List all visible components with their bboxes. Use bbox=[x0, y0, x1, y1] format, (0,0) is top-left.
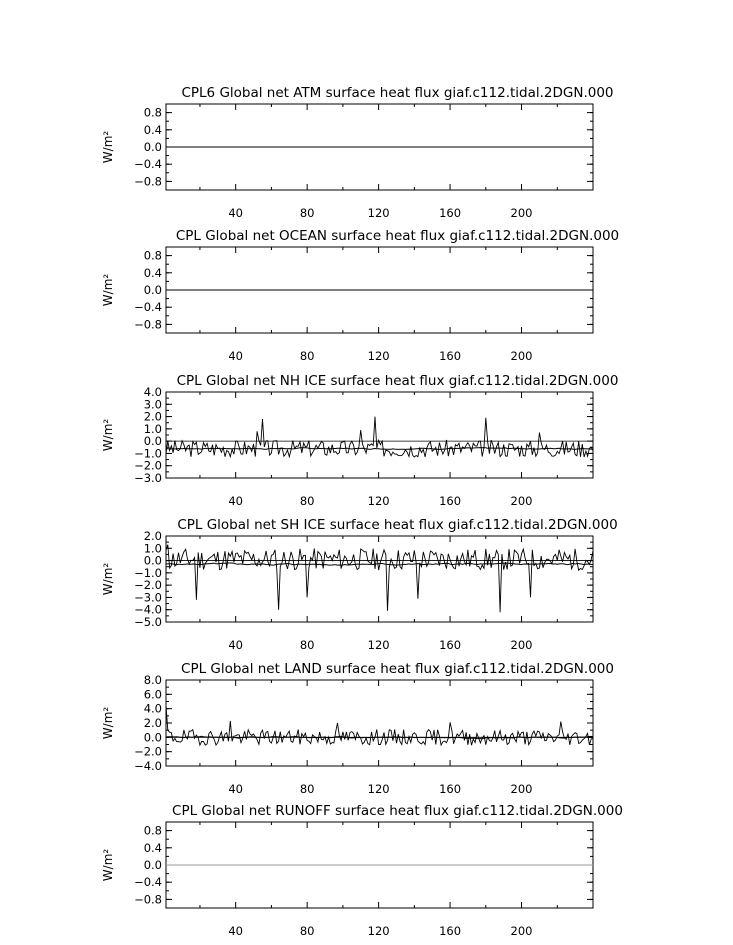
x-tick-label: 40 bbox=[228, 349, 243, 363]
y-tick-label: 0.4 bbox=[143, 840, 162, 855]
panel-title: CPL Global net RUNOFF surface heat flux giaf.c112.tidal.2DGN.000 bbox=[172, 803, 623, 819]
x-tick-label: 160 bbox=[439, 206, 462, 220]
plot-frame bbox=[166, 392, 593, 478]
y-tick-label: −1.0 bbox=[134, 446, 162, 461]
y-tick-label: 0.8 bbox=[143, 823, 162, 838]
y-axis-label: W/m² bbox=[101, 130, 115, 164]
y-tick-label: 0.8 bbox=[143, 248, 162, 263]
x-tick-label: 120 bbox=[367, 782, 390, 796]
x-tick-label: 80 bbox=[299, 924, 315, 938]
x-tick-label: 80 bbox=[299, 782, 315, 796]
y-tick-label: 0.0 bbox=[143, 434, 162, 449]
x-tick-label: 200 bbox=[510, 782, 533, 796]
y-tick-label: 2.0 bbox=[143, 529, 162, 543]
x-tick-label: 80 bbox=[299, 206, 315, 220]
y-tick-label: 2.0 bbox=[143, 716, 162, 730]
y-tick-label: 3.0 bbox=[143, 397, 162, 412]
y-tick-label: −2.0 bbox=[134, 458, 162, 473]
y-tick-label: −0.4 bbox=[134, 875, 162, 890]
y-tick-label: −2.0 bbox=[134, 744, 162, 759]
y-tick-label: −2.0 bbox=[134, 578, 162, 593]
y-axis-label: W/m² bbox=[101, 273, 115, 307]
x-tick-label: 160 bbox=[439, 782, 462, 796]
y-axis-label: W/m² bbox=[101, 706, 115, 740]
x-tick-label: 120 bbox=[367, 349, 390, 363]
y-tick-label: −5.0 bbox=[134, 615, 162, 629]
x-tick-label: 40 bbox=[228, 638, 243, 652]
panel-title: CPL Global net OCEAN surface heat flux giaf.c112.tidal.2DGN.000 bbox=[175, 228, 620, 244]
x-tick-label: 80 bbox=[299, 638, 315, 652]
y-axis-label: W/m² bbox=[101, 418, 115, 452]
x-tick-label: 40 bbox=[228, 924, 243, 938]
x-tick-label: 80 bbox=[299, 349, 315, 363]
x-tick-label: 120 bbox=[367, 924, 390, 938]
y-tick-label: −0.4 bbox=[134, 300, 162, 315]
x-tick-label: 160 bbox=[439, 349, 462, 363]
panel-title: CPL Global net LAND surface heat flux giaf.c112.tidal.2DGN.000 bbox=[181, 661, 614, 677]
y-tick-label: 0.0 bbox=[143, 730, 162, 745]
x-tick-label: 200 bbox=[510, 206, 533, 220]
x-tick-label: 40 bbox=[228, 782, 243, 796]
panel-5 bbox=[101, 661, 614, 796]
y-tick-label: −0.8 bbox=[134, 317, 162, 332]
panel-title: CPL Global net NH ICE surface heat flux giaf.c112.tidal.2DGN.000 bbox=[176, 373, 619, 389]
x-tick-label: 160 bbox=[439, 638, 462, 652]
y-tick-label: 0.8 bbox=[143, 105, 162, 120]
x-tick-label: 120 bbox=[367, 206, 390, 220]
x-tick-label: 40 bbox=[228, 206, 243, 220]
y-tick-label: 6.0 bbox=[143, 687, 162, 702]
y-tick-label: 0.0 bbox=[143, 858, 162, 872]
y-tick-label: 0.0 bbox=[143, 283, 162, 297]
y-tick-label: 0.4 bbox=[143, 265, 162, 280]
x-tick-label: 200 bbox=[510, 349, 533, 363]
panel-1 bbox=[101, 85, 614, 220]
x-tick-label: 160 bbox=[439, 494, 462, 508]
x-tick-label: 200 bbox=[510, 924, 533, 938]
x-tick-label: 40 bbox=[228, 494, 243, 508]
y-tick-label: −3.0 bbox=[134, 590, 162, 605]
y-tick-label: −0.8 bbox=[134, 174, 162, 189]
x-tick-label: 80 bbox=[299, 494, 315, 508]
y-axis-label: W/m² bbox=[101, 562, 115, 596]
y-tick-label: 0.0 bbox=[143, 140, 162, 154]
y-tick-label: −0.4 bbox=[134, 157, 162, 172]
y-tick-label: 1.0 bbox=[143, 541, 162, 556]
y-tick-label: 4.0 bbox=[143, 385, 162, 399]
x-tick-label: 200 bbox=[510, 638, 533, 652]
panel-4 bbox=[101, 517, 618, 652]
x-tick-label: 160 bbox=[439, 924, 462, 938]
series-line-2 bbox=[166, 736, 593, 739]
series-line-1 bbox=[166, 545, 593, 613]
x-tick-label: 200 bbox=[510, 494, 533, 508]
y-tick-label: 0.0 bbox=[143, 553, 162, 568]
y-tick-label: 8.0 bbox=[143, 673, 162, 687]
y-tick-label: 4.0 bbox=[143, 701, 162, 716]
x-tick-label: 120 bbox=[367, 638, 390, 652]
y-tick-label: 2.0 bbox=[143, 409, 162, 424]
series-line-1 bbox=[166, 417, 593, 458]
y-tick-label: −3.0 bbox=[134, 471, 162, 485]
panel-3 bbox=[101, 373, 618, 508]
x-tick-label: 120 bbox=[367, 494, 390, 508]
y-tick-label: −4.0 bbox=[134, 759, 162, 773]
panel-6 bbox=[101, 803, 623, 938]
panel-2 bbox=[101, 228, 619, 363]
y-tick-label: 1.0 bbox=[143, 421, 162, 436]
y-tick-label: −4.0 bbox=[134, 602, 162, 617]
panel-title: CPL Global net SH ICE surface heat flux giaf.c112.tidal.2DGN.000 bbox=[177, 517, 618, 533]
plot-frame bbox=[166, 536, 593, 622]
y-tick-label: −0.8 bbox=[134, 892, 162, 907]
series-line-1 bbox=[166, 705, 593, 745]
y-tick-label: 0.4 bbox=[143, 122, 162, 137]
y-axis-label: W/m² bbox=[101, 848, 115, 882]
panel-title: CPL6 Global net ATM surface heat flux giaf.c112.tidal.2DGN.000 bbox=[181, 85, 614, 101]
series-line-2 bbox=[166, 448, 593, 450]
y-tick-label: −1.0 bbox=[134, 565, 162, 580]
